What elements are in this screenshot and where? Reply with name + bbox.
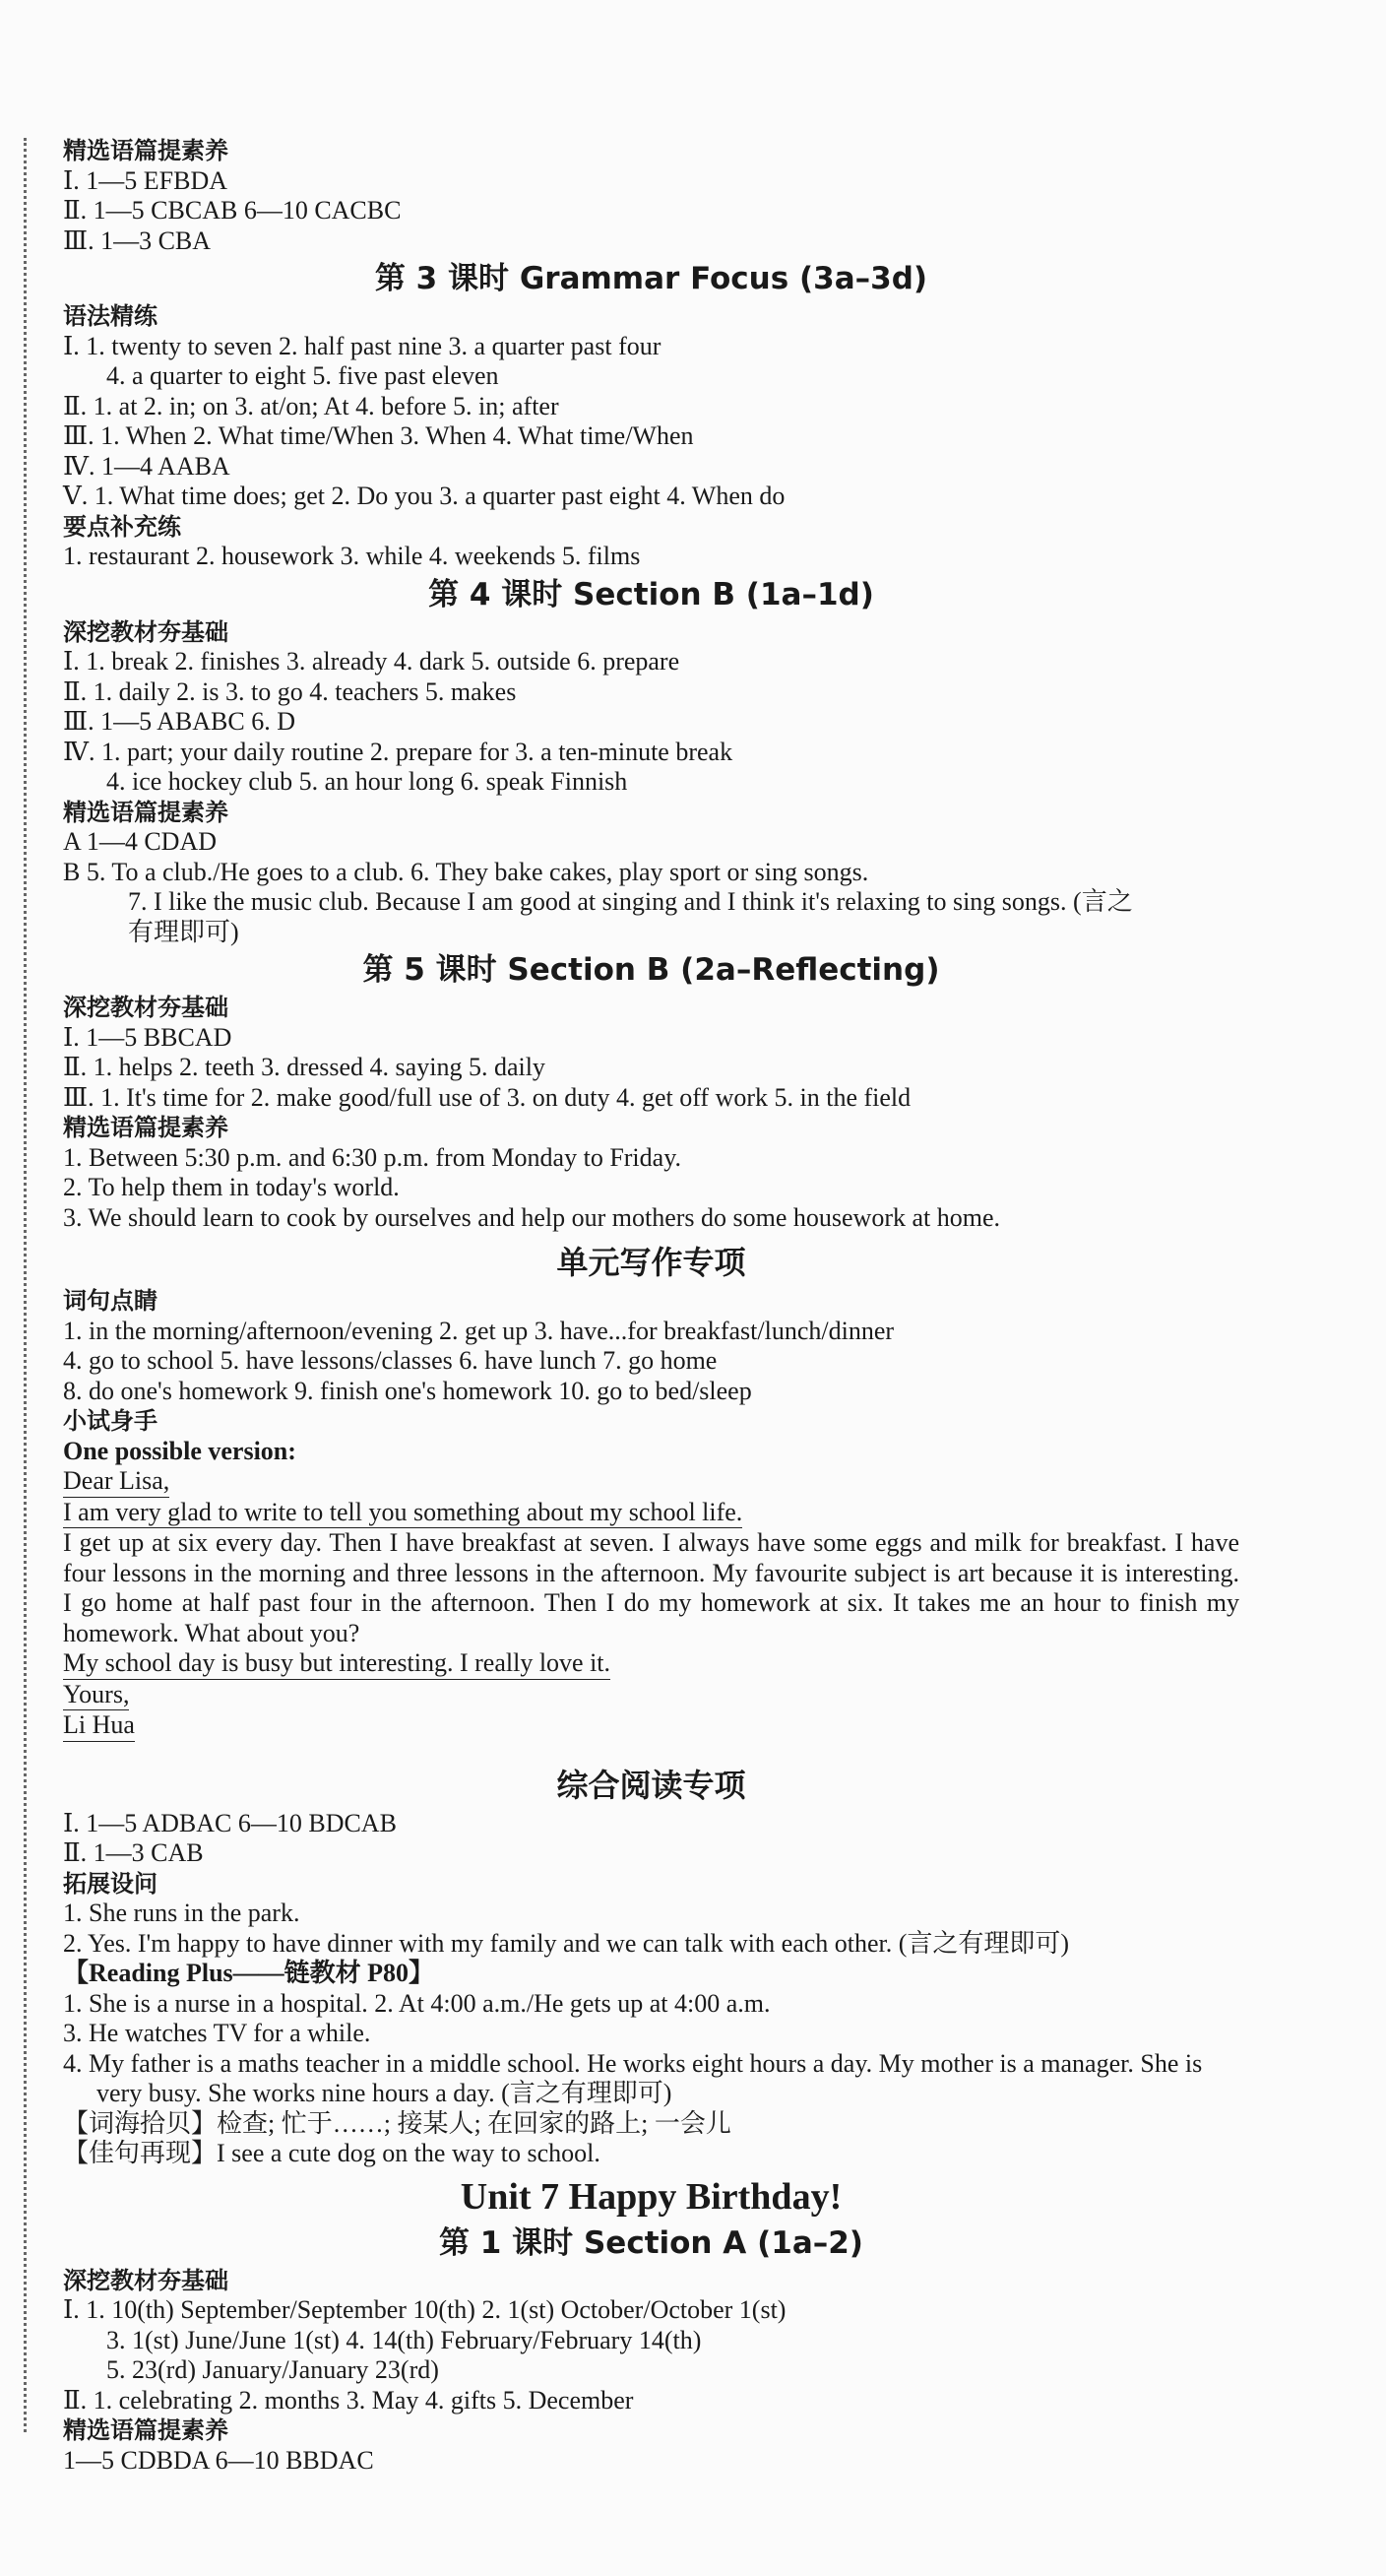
unit-7-lesson-1-title: 第 1 课时 Section A (1a–2) (439, 2224, 863, 2261)
answer-line: 3. He watches TV for a while. (63, 2019, 371, 2047)
answer-line: Ⅰ. 1—5 BBCAD (63, 1022, 232, 1052)
answer-line-continued: 5. 23(rd) January/January 23(rd) (106, 2355, 439, 2384)
answer-line: Ⅲ. 1—3 CBA (63, 225, 212, 255)
bold-label: 【Reading Plus——链教材 P80】 (63, 1959, 435, 1987)
answer-line: A 1—4 CDAD (63, 827, 218, 856)
subsection-heading: 精选语篇提素养 (63, 137, 228, 164)
answer-line: Ⅰ. 1—5 ADBAC 6—10 BDCAB (63, 1808, 397, 1837)
answer-line: Ⅱ. 1. daily 2. is 3. to go 4. teachers 5. makes (63, 676, 517, 706)
margin-dotted-line (24, 138, 27, 2432)
answer-line: Ⅲ. 1—5 ABABC 6. D (63, 707, 295, 736)
letter-closing-line: My school day is busy but interesting. I really love it. (63, 1648, 610, 1680)
subsection-heading: 要点补充练 (63, 512, 181, 541)
answer-page (63, 136, 1239, 2476)
subsection-heading: 深挖教材夯基础 (63, 617, 228, 646)
subsection-heading: 深挖教材夯基础 (63, 2266, 228, 2294)
writing-section-title: 单元写作专项 (556, 1244, 746, 1281)
reading-plus-q4: 4. My father is a maths teacher in a middle school. He works eight hours a day. My mother is a manager. She is very busy. She works nine hours a day. (言之有理即可) (63, 2048, 1203, 2107)
answer-line: Ⅱ. 1. helps 2. teeth 3. dressed 4. saying 5. daily (63, 1053, 545, 1081)
block-lesson-3 (63, 301, 1239, 572)
subsection-heading: 小试身手 (63, 1407, 158, 1435)
letter-signoff: Yours, (63, 1680, 129, 1711)
answer-line: 8. do one's homework 9. finish one's homework 10. go to bed/sleep (63, 1376, 752, 1405)
bold-label: One possible version: (63, 1436, 296, 1465)
answer-line: Ⅰ. 1. twenty to seven 2. half past nine 3. a quarter past four (63, 331, 662, 360)
answer-line-continued: 4. a quarter to eight 5. five past eleven (106, 361, 499, 390)
block-lesson-5 (63, 993, 1239, 1233)
answer-line: 3. We should learn to cook by ourselves and help our mothers do some housework at home. (63, 1202, 1001, 1232)
answer-line: 4. go to school 5. have lessons/classes 6. have lunch 7. go home (63, 1346, 718, 1375)
sample-letter (63, 1466, 1239, 1742)
subsection-heading: 精选语篇提素养 (63, 1114, 228, 1141)
subsection-heading: 精选语篇提素养 (63, 798, 228, 826)
subsection-heading: 深挖教材夯基础 (63, 994, 228, 1021)
answer-line: 【词海拾贝】检查; 忙于……; 接某人; 在回家的路上; 一会儿 (63, 2108, 731, 2138)
answer-line: Ⅲ. 1. It's time for 2. make good/full use of 3. on duty 4. get off work 5. in the field (63, 1082, 912, 1112)
answer-line: Ⅴ. 1. What time does; get 2. Do you 3. a quarter past eight 4. When do (63, 482, 786, 510)
block-reading (63, 1809, 1239, 2049)
block-lesson-4 (63, 617, 1239, 948)
answer-line: Ⅳ. 1—4 AABA (63, 451, 230, 481)
block-writing (63, 1286, 1239, 1466)
letter-body: I get up at six every day. Then I have breakfast at seven. I always have some eggs and milk for breakfast. I have four lessons in the morning and three lessons in the afternoon. My favourite subject is art because it is interesting. I go home at half past four in the afternoon. Then I do my homework at six. It takes me an hour to finish my homework. What about you? (63, 1528, 1239, 1647)
answer-line: Ⅱ. 1. at 2. in; on 3. at/on; At 4. before 5. in; after (63, 391, 559, 420)
answer-line: Ⅱ. 1—5 CBCAB 6—10 CACBC (63, 196, 402, 225)
answer-line: Ⅰ. 1. 10(th) September/September 10(th) 2. 1(st) October/October 1(st) (63, 2295, 787, 2324)
answer-line: Ⅳ. 1. part; your daily routine 2. prepare for 3. a ten-minute break (63, 737, 733, 766)
answer-line: 1. She is a nurse in a hospital. 2. At 4:00 a.m./He gets up at 4:00 a.m. (63, 1988, 771, 2018)
answer-line: Ⅱ. 1—3 CAB (63, 1838, 204, 1867)
answer-line: 【佳句再现】I see a cute dog on the way to school. (63, 2139, 600, 2167)
answer-line: 1. in the morning/afternoon/evening 2. get up 3. have...for breakfast/lunch/dinner (63, 1316, 895, 1345)
answer-line: 1. restaurant 2. housework 3. while 4. weekends 5. films (63, 542, 641, 570)
letter-opening: I am very glad to write to tell you something about my school life. (63, 1498, 742, 1529)
answer-line-continued: 3. 1(st) June/June 1(st) 4. 14(th) February/February 14(th) (106, 2325, 702, 2354)
answer-line: Ⅲ. 1. When 2. What time/When 3. When 4. What time/When (63, 421, 694, 450)
answer-line: 2. To help them in today's world. (63, 1173, 400, 1201)
block-unit-7 (63, 2266, 1239, 2477)
subsection-heading: 语法精练 (63, 302, 158, 330)
answer-line: Ⅱ. 1. celebrating 2. months 3. May 4. gifts 5. December (63, 2385, 634, 2415)
answer-line: 1. Between 5:30 p.m. and 6:30 p.m. from Monday to Friday. (63, 1142, 682, 1172)
subsection-heading: 精选语篇提素养 (63, 2416, 228, 2444)
subsection-heading: 拓展设问 (63, 1869, 158, 1898)
letter-name: Li Hua (63, 1710, 135, 1742)
subsection-heading: 词句点睛 (63, 1287, 158, 1315)
answer-line: Ⅰ. 1. break 2. finishes 3. already 4. dark 5. outside 6. prepare (63, 647, 680, 676)
answer-line: 1—5 CDBDA 6—10 BBDAC (63, 2445, 374, 2475)
lesson-4-title: 第 4 课时 Section B (1a–1d) (428, 576, 874, 612)
answer-line: B 5. To a club./He goes to a club. 6. They bake cakes, play sport or sing songs. (63, 857, 869, 886)
answer-line: 1. She runs in the park. (63, 1899, 300, 1927)
unit-7-title: Unit 7 Happy Birthday! (460, 2175, 843, 2218)
answer-line: Ⅰ. 1—5 EFBDA (63, 165, 228, 195)
letter-greeting: Dear Lisa, (63, 1466, 169, 1498)
block-reading-tail (63, 2109, 1239, 2169)
reading-section-title: 综合阅读专项 (556, 1766, 746, 1804)
lesson-3-title: 第 3 课时 Grammar Focus (3a–3d) (374, 261, 928, 296)
answer-line: 7. I like the music club. Because I am good at singing and I think it's relaxing to sing songs. (言之 (128, 887, 1133, 916)
lesson-5-title: 第 5 课时 Section B (2a–Reflecting) (362, 952, 940, 988)
answer-line-continued: 有理即可) (128, 917, 239, 946)
answer-line: 2. Yes. I'm happy to have dinner with my family and we can talk with each other. (言之有理即可) (63, 1928, 1070, 1958)
block-top (63, 136, 1239, 256)
answer-line-continued: 4. ice hockey club 5. an hour long 6. speak Finnish (106, 767, 628, 796)
